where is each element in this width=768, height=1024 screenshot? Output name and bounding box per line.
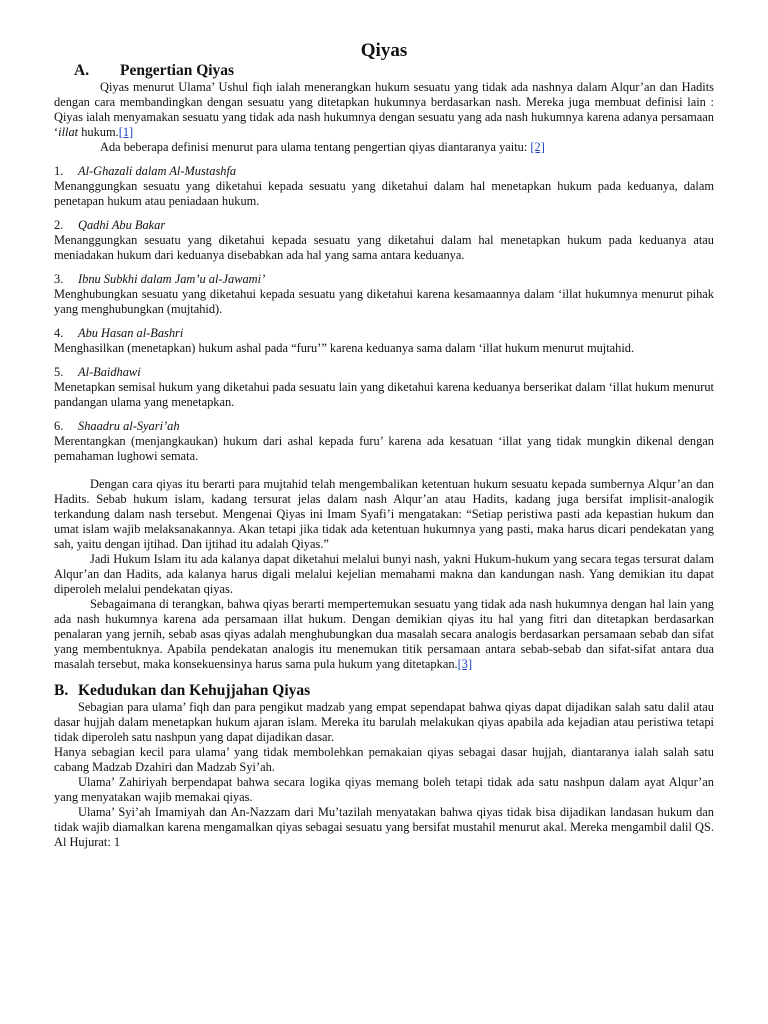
body-paragraph-2: Jadi Hukum Islam itu ada kalanya dapat diketahui melalui bunyi nash, yakni Hukum-hukum yang secara tegas tersurat dalam Alqur’an dan Hadits, ada kalanya harus digali melalui kejelian memahami makna dan kandungan nash. Yang demikian itu dapat diperoleh melalui pendekatan qiyas.: [54, 552, 714, 596]
definition-item: [54, 365, 714, 410]
intro-p1-text: Qiyas menurut Ulama’ Ushul fiqh ialah menerangkan hukum sesuatu yang tidak ada nashnya dalam Alqur’an dan Hadits dengan cara membandingkan dengan sesuatu yang ditetapkan hukumnya berdasarkan nash. Mereka juga membuat definisi lain : Qiyas ialah menyamakan sesuatu yang tidak ada nash hukumnya dengan sesuatu yang ada nash hukumnya karena adanya persamaan ‘: [54, 80, 714, 139]
definition-number: 2.: [54, 218, 64, 232]
definition-heading: [54, 164, 714, 179]
intro-p1-end: hukum.: [78, 125, 119, 139]
definition-text: Merentangkan (menjangkaukan) hukum dari ashal kepada furu’ karena ada kesatuan ‘illat yang tidak mungkin dikenal dengan pemahaman lughowi semata.: [54, 434, 714, 463]
section-b-paragraph-1: Sebagian para ulama’ fiqh dan para pengikut madzab yang empat sependapat bahwa qiyas dapat dijadikan salah satu dalil atau dasar hujjah dalam menetapkan hukum ajaran islam. Mereka itu barulah melakukan qiyas apabila ada kejadian atau peristiwa tetapi tidak diperoleh satu nashpun yang dapat dijadikan dasar.: [54, 700, 714, 744]
definition-text: Menetapkan semisal hukum yang diketahui pada sesuatu lain yang diketahui karena keduanya berserikat dalam ‘illat hukum menurut pandangan ulama yang menetapkan.: [54, 380, 714, 409]
footnote-link-1[interactable]: [1]: [118, 125, 134, 139]
section-b-letter: B.: [54, 682, 69, 699]
footnote-link-3[interactable]: [3]: [457, 657, 473, 671]
definition-item: [54, 272, 714, 317]
definition-text: Menanggungkan sesuatu yang diketahui kepada sesuatu yang diketahui dalam hal menetapkan hukum pada keduanya, dalam penetapan hukum atau peniadaan hukum.: [54, 179, 714, 208]
definition-number: 5.: [54, 365, 64, 379]
definition-item: [54, 164, 714, 209]
section-a-title: Pengertian Qiyas: [120, 62, 235, 79]
definition-text: Menghubungkan sesuatu yang diketahui kepada sesuatu yang diketahui karena kesamaannya dalam ‘illat hukumnya menurut pihak yang menghubungkan (mujtahid).: [54, 287, 714, 316]
definition-text: Menghasilkan (menetapkan) hukum ashal pada “furu’” karena keduanya sama dalam ‘illat hukum menurut mujtahid.: [54, 341, 635, 355]
section-b-paragraph-4: Ulama’ Syi’ah Imamiyah dan An-Nazzam dari Mu’tazilah menyatakan bahwa qiyas tidak bisa dijadikan landasan hukum dan tidak wajib diamalkan karena mengamalkan qiyas sebagai sesuatu yang bersifat mustahil menurut akal. Mereka mengambil dalil QS. Al Hujurat: 1: [54, 805, 714, 849]
section-b-heading: [54, 682, 714, 700]
definition-heading: [54, 326, 714, 341]
section-a-heading: [74, 62, 714, 80]
definition-author: Al-Ghazali dalam Al-Mustashfa: [78, 164, 237, 178]
definition-author: Shaadru al-Syari’ah: [78, 419, 180, 433]
page-title: Qiyas: [360, 40, 408, 61]
definition-number: 1.: [54, 164, 64, 178]
definition-heading: [54, 272, 714, 287]
definition-author: Ibnu Subkhi dalam Jam’u al-Jawami’: [78, 272, 266, 286]
definition-heading: [54, 218, 714, 233]
intro-paragraph-2: [54, 140, 714, 155]
section-b-title: Kedudukan dan Kehujjahan Qiyas: [78, 682, 311, 699]
definition-item: [54, 326, 714, 356]
definition-heading: [54, 419, 714, 434]
body-paragraph-3: [54, 597, 714, 672]
definition-number: 4.: [54, 326, 64, 340]
definition-author: Al-Baidhawi: [78, 365, 141, 379]
section-a-letter: A.: [74, 62, 90, 79]
footnote-link-2[interactable]: [2]: [530, 140, 545, 154]
section-b-paragraph-3: Ulama’ Zahiriyah berpendapat bahwa secara logika qiyas memang boleh tetapi tidak ada satu nashpun dalam ayat Alqur’an yang menyatakan wajib memakai qiyas.: [54, 775, 714, 804]
definition-author: Abu Hasan al-Bashri: [78, 326, 184, 340]
definition-text: Menanggungkan sesuatu yang diketahui kepada sesuatu yang diketahui dalam hal menetapkan hukum pada keduanya atau meniadakan hukum dari keduanya disebabkan ada hal yang sama antara keduanya.: [54, 233, 714, 262]
definition-item: [54, 419, 714, 464]
body-p3-text: Sebagaimana di terangkan, bahwa qiyas berarti mempertemukan sesuatu yang tidak ada nash hukumnya dengan hal lain yang ada nash hukumnya karena ada persamaan illat hukum. Dengan demikian qiyas itu hal yang fitri dan ditetapkan berdasarkan penalaran yang jernih, sebab asas qiyas adalah menghubungkan dua masalah secara analogis berdasarkan persamaan sebab dan sifat yang membentuknya. Apabila pendekatan analogis itu menemukan titik persamaan antara sebab-sebab dan sifat-sifat antara dua masalah tersebut, maka konsekuensinya harus sama pula hukum yang ditetapkan.: [54, 597, 714, 671]
intro-p2-text: Ada beberapa definisi menurut para ulama tentang pengertian qiyas diantaranya yaitu:: [100, 140, 531, 154]
definition-number: 3.: [54, 272, 64, 286]
intro-paragraph-1: [54, 80, 714, 140]
section-b-paragraph-2: Hanya sebagian kecil para ulama’ yang tidak membolehkan pemakaian qiyas sebagai dasar hujjah, diantaranya ialah salah satu cabang Madzab Dzahiri dan Madzab Syi’ah.: [54, 745, 714, 774]
definition-heading: [54, 365, 714, 380]
document-page: [54, 40, 714, 850]
definition-author: Qadhi Abu Bakar: [78, 218, 166, 232]
definition-item: [54, 218, 714, 263]
body-paragraphs: [54, 477, 714, 672]
definition-number: 6.: [54, 419, 64, 433]
definition-list: [54, 164, 714, 464]
body-paragraph-1: Dengan cara qiyas itu berarti para mujtahid telah mengembalikan ketentuan hukum sesuatu kepada sumbernya Alqur’an dan Hadits. Sebab hukum islam, kadang tersurat jelas dalam nash Alqur’an atau Hadits, kadang juga bersifat implisit-analogik terkandung dalam nash tersebut. Mengenai Qiyas ini Imam Syafi’i mengatakan: “Setiap peristiwa pasti ada kepastian hukum dan umat islam wajib melaksanakannya. Akan tetapi jika tidak ada ketentuan hukumnya yang pasti, maka harus dicari pendekatan yang sah, yaitu dengan ijtihad. Dan ijtihad itu adalah Qiyas.”: [54, 477, 714, 551]
intro-p1-italic: illat: [58, 125, 79, 139]
